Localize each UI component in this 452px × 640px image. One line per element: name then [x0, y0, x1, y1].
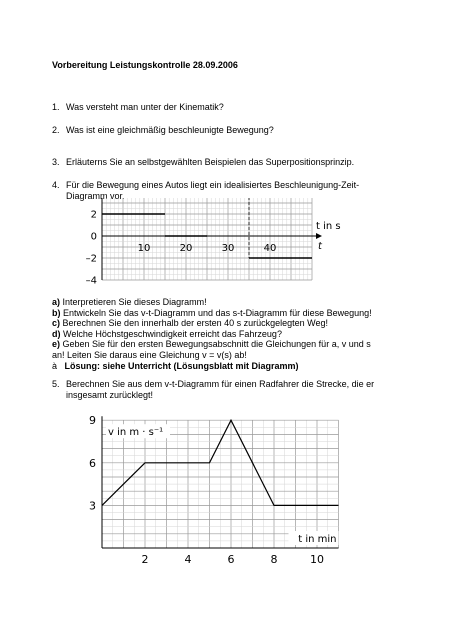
velocity-time-chart [80, 398, 350, 570]
task-c: c) Berechnen Sie den innerhalb der ersten 40 s zurückgelegten Weg! [52, 318, 329, 329]
y-tick-label: –4 [85, 275, 97, 287]
question-text-line-2: Diagramm vor. [66, 191, 125, 201]
question-2 [52, 125, 274, 136]
arrow-icon: à [52, 360, 58, 371]
acceleration-time-chart [80, 198, 360, 294]
y-tick-label: 3 [89, 499, 96, 513]
x-tick-label: 2 [141, 553, 149, 566]
question-number: 1. [52, 102, 60, 112]
y-tick-label: 9 [89, 414, 96, 428]
document-title: Vorbereitung Leistungskontrolle 28.09.2006 [52, 60, 238, 70]
x-axis-label: t in min [298, 534, 337, 545]
question-text-line-2: insgesamt zurücklegt! [66, 390, 154, 400]
x-axis-symbol: t [318, 241, 322, 252]
question-text-line-1: Für die Bewegung eines Autos liegt ein idealisiertes Beschleunigung-Zeit- [66, 180, 360, 190]
x-tick-label: 10 [137, 243, 151, 254]
y-tick-label: 6 [89, 456, 96, 470]
question-number: 5. [52, 379, 60, 389]
task-e: e) Geben Sie für den ersten Bewegungsabschnitt die Gleichungen für a, v und s [52, 339, 371, 350]
x-tick-label: 6 [227, 553, 235, 566]
x-axis-label: t in s [316, 221, 341, 232]
y-tick-label [91, 198, 97, 199]
y-tick-label: 0 [90, 231, 97, 243]
question-number: 4. [52, 180, 60, 190]
question-text: Erläuterns Sie an selbstgewählten Beispielen das Superpositionsprinzip. [66, 157, 355, 167]
question-text: Was ist eine gleichmäßig beschleunigte Bewegung? [66, 125, 274, 135]
question-text: Was versteht man unter der Kinematik? [66, 102, 224, 112]
x-axis-arrow [316, 233, 322, 239]
x-tick-label: 4 [184, 553, 192, 566]
x-tick-label: 10 [310, 553, 324, 566]
task-b: b) Entwickeln Sie das v-t-Diagramm und das s-t-Diagramm für diese Bewegung! [52, 307, 372, 318]
y-tick-label: 2 [90, 209, 97, 221]
solution-text: Lösung: siehe Unterricht (Lösungsblatt mit Diagramm) [64, 360, 299, 371]
solution-note [52, 361, 372, 372]
task-list [52, 297, 372, 371]
x-tick-label: 20 [179, 243, 193, 254]
x-tick-label: 40 [263, 243, 277, 254]
task-d: d) Welche Höchstgeschwindigkeit erreicht das Fahrzeug? [52, 328, 282, 339]
y-axis-label: v in m · s⁻¹ [108, 427, 164, 439]
question-1 [52, 102, 224, 113]
task-e-continuation: an! Leiten Sie daraus eine Gleichung v = v(s) ab! [52, 349, 247, 360]
question-3 [52, 157, 355, 168]
x-tick-label: 8 [270, 553, 278, 566]
task-a: a) Interpretieren Sie dieses Diagramm! [52, 297, 207, 307]
x-tick-label: 30 [221, 243, 235, 254]
question-number: 2. [52, 125, 60, 135]
question-number: 3. [52, 157, 60, 167]
y-tick-label: –2 [85, 253, 97, 265]
question-text-line-1: Berechnen Sie aus dem v-t-Diagramm für einen Radfahrer die Strecke, die er [66, 379, 375, 389]
